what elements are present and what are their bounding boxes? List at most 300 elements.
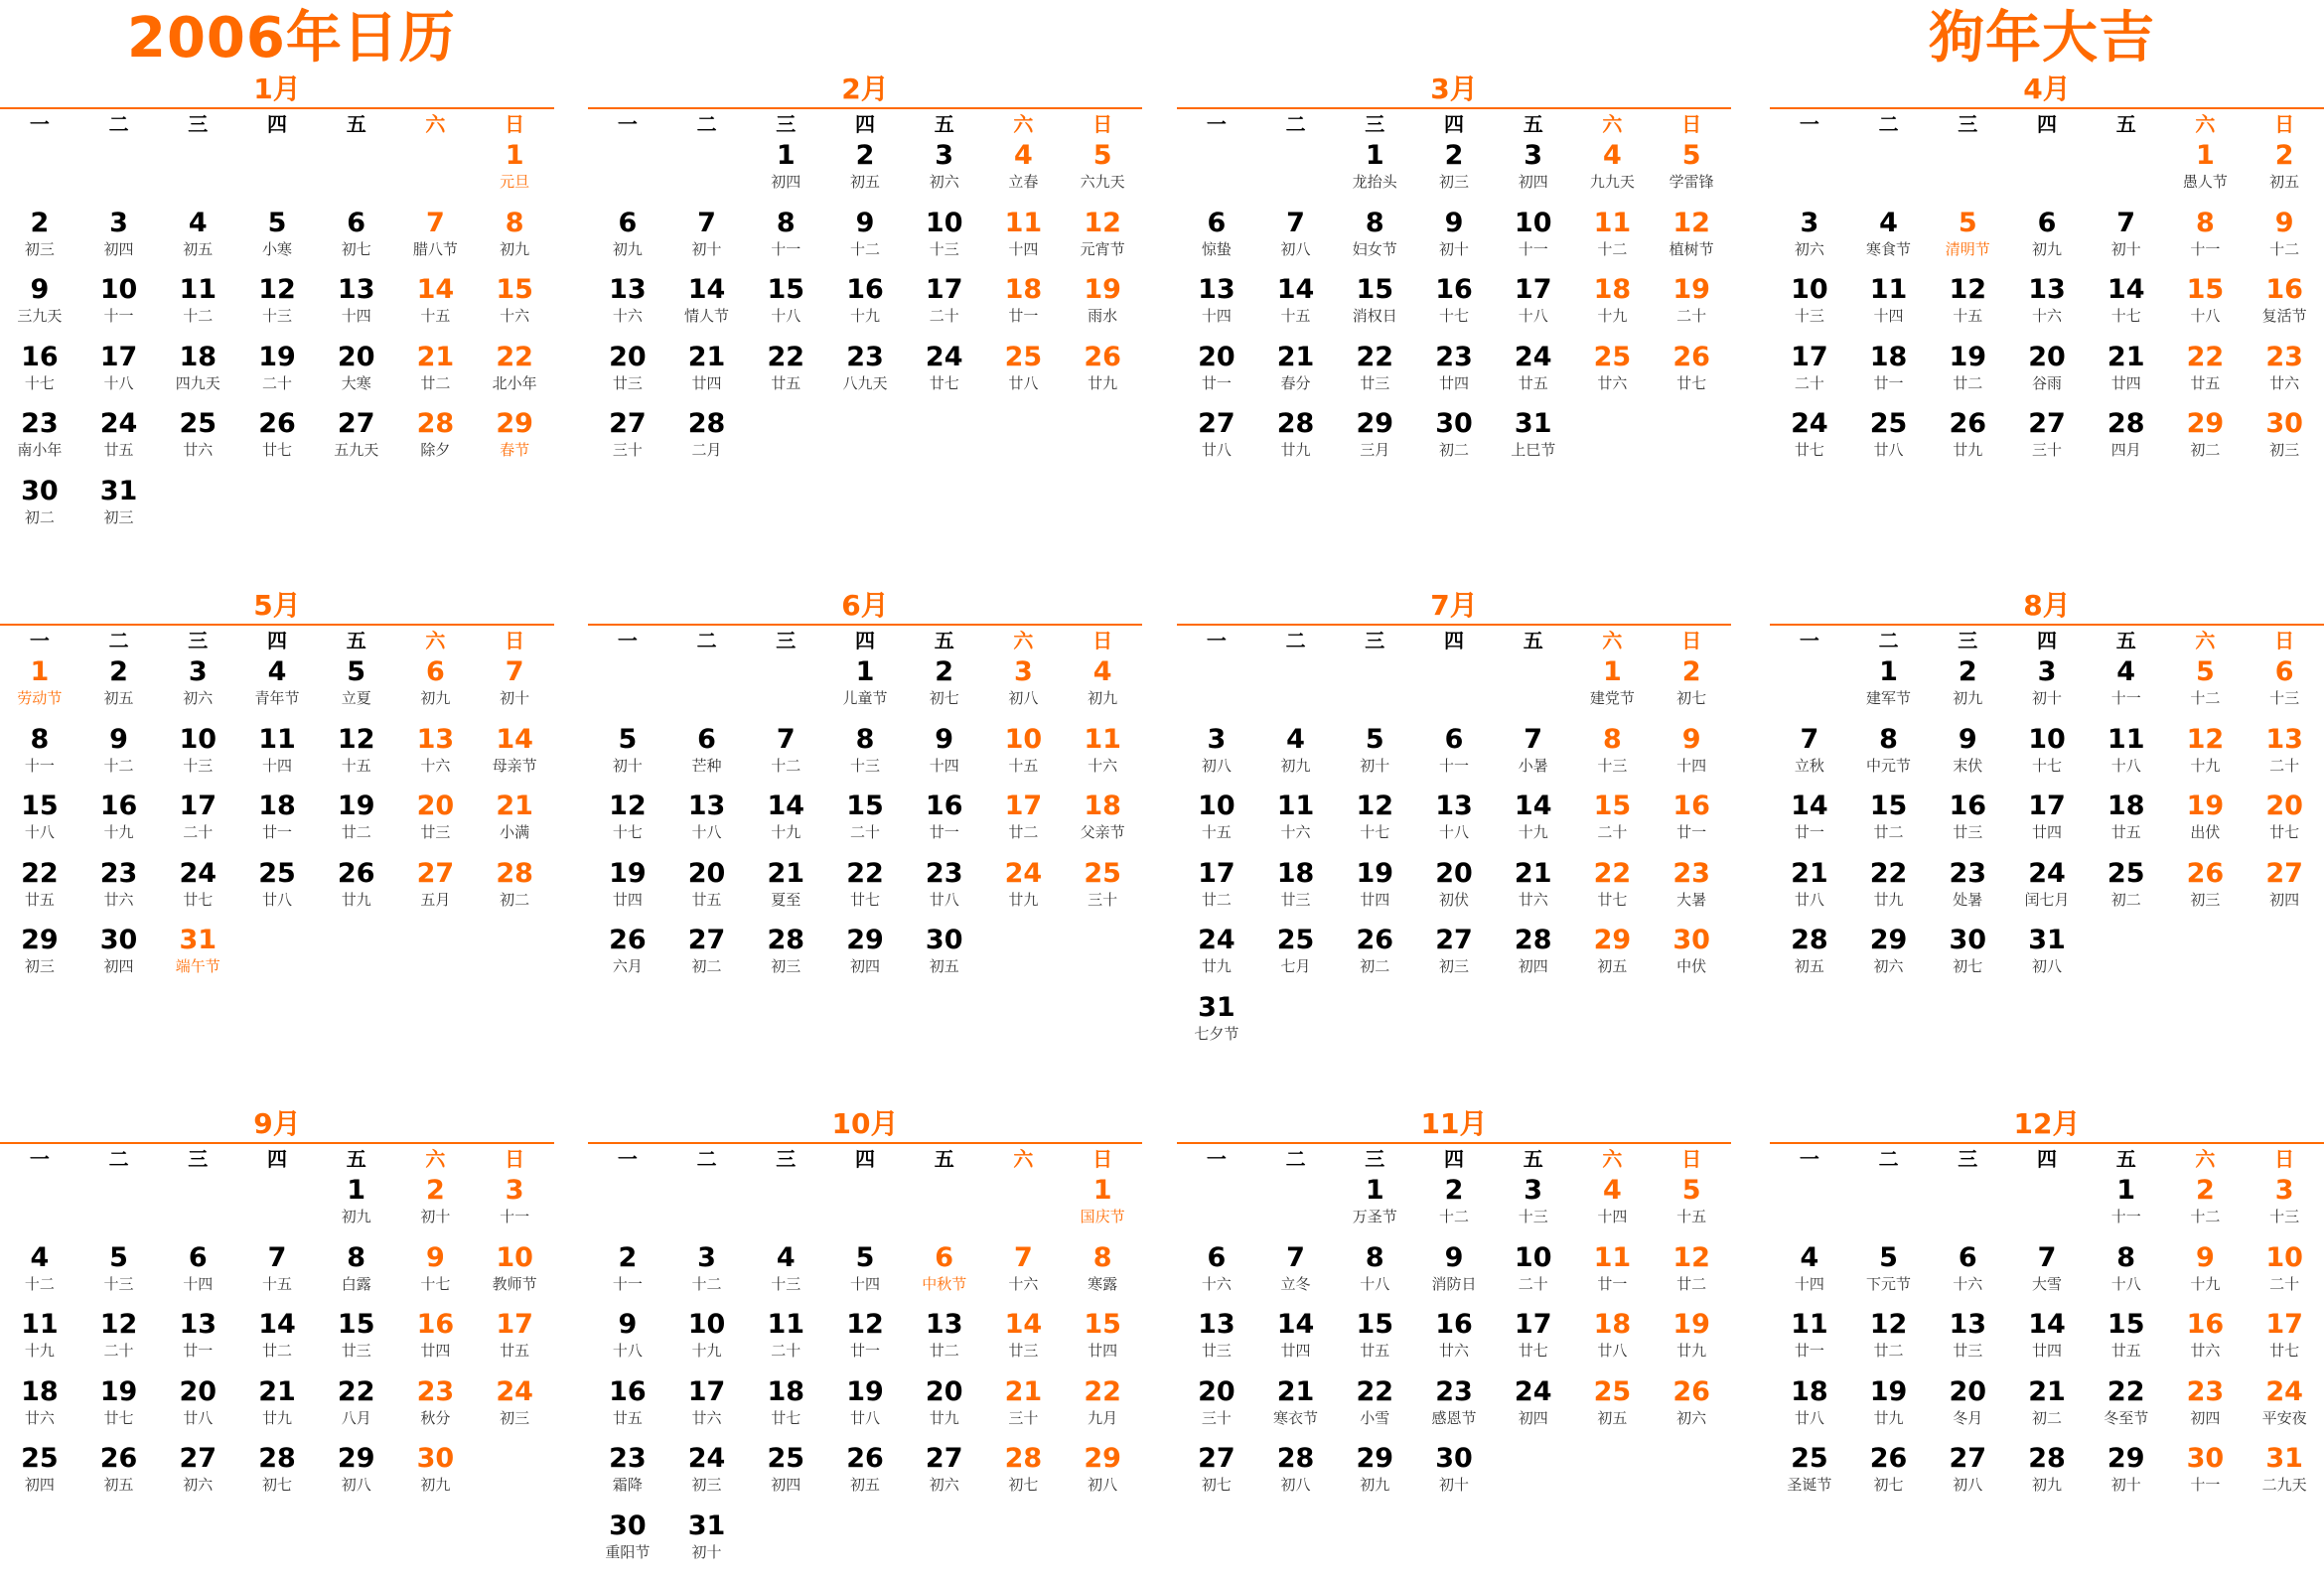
- lunar-date: 初十: [1360, 756, 1390, 775]
- day-number: 23: [2265, 341, 2303, 372]
- lunar-date: 妇女节: [1352, 239, 1397, 258]
- month-name: 5月: [253, 589, 301, 622]
- month-block: [0, 72, 554, 541]
- day-number: 27: [337, 408, 375, 439]
- day-cell: [396, 407, 476, 475]
- day-number: 26: [2186, 857, 2225, 889]
- lunar-date: 廿六: [2269, 373, 2300, 392]
- lunar-date: 廿三: [341, 1342, 371, 1360]
- day-cell: [825, 924, 905, 991]
- day-cell: [158, 857, 237, 925]
- weekday-label: 五: [2115, 112, 2136, 136]
- lunar-date: 十二: [849, 239, 880, 258]
- day-cell: [746, 273, 825, 341]
- day-cell: [1770, 924, 1849, 991]
- day-number: 18: [2106, 790, 2145, 821]
- lunar-date: 初三: [691, 1476, 722, 1494]
- lunar-date: 廿六: [2190, 1342, 2221, 1360]
- day-number: 1: [1603, 656, 1622, 687]
- day-number: 15: [1869, 790, 1908, 821]
- day-cell: [1063, 1241, 1142, 1309]
- lunar-date: 廿六: [1438, 1342, 1469, 1360]
- day-cell: [158, 407, 237, 475]
- day-number: 22: [767, 341, 805, 372]
- day-number: 4: [188, 207, 208, 238]
- day-cell: [1494, 1174, 1573, 1241]
- day-number: 22: [1084, 1375, 1121, 1407]
- day-number: 7: [2037, 1241, 2057, 1273]
- day-cell: [905, 207, 984, 274]
- day-number: 25: [1276, 925, 1315, 955]
- empty-cell: [667, 1174, 747, 1241]
- day-number: 16: [416, 1309, 455, 1340]
- day-cell: [1928, 1375, 2007, 1443]
- day-number: 6: [1207, 207, 1227, 238]
- month-block: [1770, 72, 2324, 475]
- lunar-date: 廿一: [1201, 373, 1232, 392]
- day-cell: [588, 924, 667, 991]
- lunar-date: 十三: [261, 307, 292, 325]
- day-cell: [0, 723, 79, 790]
- day-number: 28: [2106, 408, 2145, 439]
- day-number: 11: [2106, 723, 2145, 755]
- lunar-date: 廿三: [1201, 1342, 1232, 1360]
- day-cell: [905, 655, 984, 723]
- day-cell: [1414, 1375, 1494, 1443]
- weekday-label: 二: [108, 112, 129, 136]
- lunar-date: 处暑: [1953, 890, 1983, 909]
- day-number: 21: [1514, 857, 1552, 889]
- weekday-label: 一: [1206, 1147, 1227, 1171]
- lunar-date: 十四: [1873, 307, 1904, 325]
- day-cell: [746, 1241, 825, 1309]
- day-cell: [237, 1375, 317, 1443]
- day-number: 3: [505, 1175, 524, 1206]
- day-cell: [1177, 1241, 1256, 1309]
- weekday-label: 二: [1285, 1147, 1306, 1171]
- lunar-date: 雨水: [1088, 307, 1118, 325]
- day-number: 29: [337, 1443, 375, 1474]
- day-number: 20: [1949, 1375, 1987, 1407]
- day-cell: [1177, 723, 1256, 790]
- day-number: 22: [1869, 857, 1908, 889]
- lunar-date: 芒种: [691, 756, 722, 775]
- lunar-date: 廿六: [24, 1408, 55, 1427]
- day-cell: [667, 1509, 747, 1577]
- day-number: 9: [1444, 207, 1464, 238]
- weekday-label: 四: [2036, 1147, 2057, 1171]
- day-number: 30: [609, 1509, 647, 1541]
- lunar-date: 学雷锋: [1669, 173, 1714, 191]
- month-name: 9月: [253, 1107, 301, 1140]
- lunar-date: 出伏: [2190, 823, 2221, 841]
- weekday-header: [1177, 109, 1731, 139]
- lunar-date: 十六: [1280, 823, 1311, 841]
- lunar-date: 初五: [2269, 173, 2300, 191]
- day-number: 29: [2186, 408, 2225, 439]
- day-number: 2: [935, 656, 954, 687]
- lunar-date: 初三: [24, 239, 55, 258]
- lunar-date: 廿三: [612, 373, 643, 392]
- day-number: 28: [1276, 1443, 1315, 1474]
- weekday-header: [1177, 1144, 1731, 1174]
- lunar-date: 二十: [1676, 307, 1707, 325]
- day-cell: [1063, 857, 1142, 925]
- day-cell: [1928, 924, 2007, 991]
- day-cell: [1652, 924, 1731, 991]
- month-name: 12月: [2013, 1107, 2081, 1140]
- day-cell: [984, 1308, 1064, 1375]
- lunar-date: 初七: [1953, 957, 1983, 975]
- day-cell: [1770, 1241, 1849, 1309]
- day-cell: [1573, 341, 1653, 408]
- day-number: 3: [1014, 656, 1033, 687]
- day-number: 9: [2196, 1241, 2215, 1273]
- lunar-date: 廿八: [1873, 441, 1904, 459]
- lunar-date: 初二: [691, 957, 722, 975]
- day-number: 10: [179, 723, 218, 755]
- day-cell: [2166, 1375, 2246, 1443]
- day-cell: [2007, 207, 2087, 274]
- day-cell: [1849, 723, 1929, 790]
- day-cell: [1494, 139, 1573, 207]
- day-cell: [588, 1308, 667, 1375]
- lunar-date: 初六: [1873, 957, 1904, 975]
- lunar-date: 廿六: [103, 890, 134, 909]
- day-number: 5: [1681, 1175, 1701, 1206]
- day-number: 16: [925, 790, 963, 821]
- lunar-date: 十四: [183, 1274, 214, 1293]
- empty-cell: [588, 139, 667, 207]
- lunar-date: 初五: [849, 1476, 880, 1494]
- day-number: 10: [99, 274, 138, 305]
- day-cell: [1063, 1375, 1142, 1443]
- lunar-date: 万圣节: [1352, 1208, 1397, 1225]
- lunar-date: 初七: [341, 239, 371, 258]
- day-cell: [79, 1308, 159, 1375]
- day-cell: [317, 790, 396, 857]
- lunar-date: 初三: [103, 507, 134, 526]
- lunar-date: 廿五: [500, 1342, 530, 1360]
- day-cell: [2245, 1442, 2324, 1509]
- day-cell: [1414, 1174, 1494, 1241]
- lunar-date: 元旦: [500, 173, 530, 191]
- day-cell: [1652, 207, 1731, 274]
- empty-cell: [1770, 1174, 1849, 1241]
- lunar-date: 廿二: [1953, 373, 1983, 392]
- day-cell: [1573, 207, 1653, 274]
- day-cell: [1256, 1308, 1336, 1375]
- day-cell: [825, 207, 905, 274]
- lunar-date: 廿二: [1201, 890, 1232, 909]
- lunar-date: 初九: [1088, 689, 1118, 707]
- weekday-label: 一: [1206, 112, 1227, 136]
- lunar-date: 十一: [771, 239, 801, 258]
- day-number: 19: [1356, 857, 1394, 889]
- day-number: 23: [2186, 1375, 2225, 1407]
- day-cell: [237, 1442, 317, 1509]
- empty-cell: [1256, 1174, 1336, 1241]
- day-number: 11: [179, 274, 218, 305]
- day-cell: [1414, 139, 1494, 207]
- lunar-date: 寒衣节: [1273, 1408, 1319, 1427]
- day-cell: [2245, 857, 2324, 925]
- weekday-header: [0, 109, 554, 139]
- day-number: 8: [347, 1241, 366, 1273]
- lunar-date: 廿三: [1953, 823, 1983, 841]
- lunar-date: 立夏: [341, 689, 371, 707]
- day-cell: [1414, 1442, 1494, 1509]
- lunar-date: 八月: [341, 1408, 371, 1427]
- day-cell: [317, 1375, 396, 1443]
- day-cell: [0, 655, 79, 723]
- lunar-date: 九九天: [1589, 173, 1635, 191]
- day-number: 27: [1198, 408, 1235, 439]
- day-cell: [475, 1174, 554, 1241]
- weekday-label: 五: [1523, 112, 1543, 136]
- day-cell: [1177, 857, 1256, 925]
- day-cell: [1256, 407, 1336, 475]
- day-cell: [2087, 655, 2166, 723]
- weekday-label: 三: [1958, 1147, 1978, 1171]
- empty-cell: [0, 1174, 79, 1241]
- lunar-date: 廿九: [929, 1408, 959, 1427]
- day-cell: [317, 273, 396, 341]
- day-number: 26: [1949, 408, 1987, 439]
- weekday-header: [1770, 626, 2324, 655]
- day-number: 26: [1672, 1375, 1710, 1407]
- lunar-date: 儿童节: [842, 689, 888, 707]
- lunar-date: 初二: [2190, 441, 2221, 459]
- lunar-date: 大寒: [341, 373, 371, 392]
- lunar-date: 初十: [691, 239, 722, 258]
- day-number: 27: [416, 857, 455, 889]
- day-number: 20: [179, 1375, 218, 1407]
- day-cell: [825, 655, 905, 723]
- lunar-date: 廿一: [929, 823, 959, 841]
- lunar-date: 初十: [691, 1542, 722, 1561]
- lunar-date: 初八: [341, 1476, 371, 1494]
- day-number: 30: [21, 475, 59, 506]
- lunar-date: 廿一: [1676, 823, 1707, 841]
- day-number: 28: [258, 1443, 296, 1474]
- day-cell: [1494, 207, 1573, 274]
- day-cell: [1652, 139, 1731, 207]
- day-cell: [984, 207, 1064, 274]
- lunar-date: 十七: [1360, 823, 1390, 841]
- lunar-date: 五九天: [334, 441, 379, 459]
- lunar-date: 初八: [1280, 239, 1311, 258]
- day-number: 17: [99, 341, 138, 372]
- day-number: 5: [109, 1241, 128, 1273]
- empty-cell: [1256, 139, 1336, 207]
- day-cell: [905, 273, 984, 341]
- day-cell: [1494, 924, 1573, 991]
- day-number: 14: [1514, 790, 1552, 821]
- lunar-date: 中伏: [1676, 957, 1707, 975]
- lunar-date: 三十: [1008, 1408, 1039, 1427]
- day-cell: [1256, 723, 1336, 790]
- lunar-date: 十九: [103, 823, 134, 841]
- lunar-date: 初五: [929, 957, 959, 975]
- day-number: 23: [846, 341, 884, 372]
- lunar-date: 十六: [1201, 1274, 1232, 1293]
- lunar-date: 廿一: [849, 1342, 880, 1360]
- day-cell: [237, 857, 317, 925]
- weekday-label: 三: [1365, 112, 1385, 136]
- day-grid: [1770, 139, 2324, 475]
- day-number: 3: [2037, 656, 2057, 687]
- lunar-date: 愚人节: [2182, 173, 2228, 191]
- day-cell: [475, 857, 554, 925]
- day-number: 18: [258, 790, 296, 821]
- day-number: 5: [855, 1241, 875, 1273]
- day-cell: [237, 1308, 317, 1375]
- lunar-date: 十二: [103, 756, 134, 775]
- day-number: 13: [687, 790, 726, 821]
- day-cell: [475, 655, 554, 723]
- day-number: 22: [496, 341, 533, 372]
- lunar-date: 霜降: [612, 1476, 643, 1494]
- lunar-date: 闰七月: [2024, 890, 2070, 909]
- day-number: 7: [505, 656, 524, 687]
- lunar-date: 初七: [1201, 1476, 1232, 1494]
- day-cell: [317, 1174, 396, 1241]
- day-cell: [1770, 1308, 1849, 1375]
- empty-cell: [1928, 1174, 2007, 1241]
- day-cell: [667, 207, 747, 274]
- month-block: [588, 1106, 1142, 1576]
- day-cell: [1928, 207, 2007, 274]
- empty-cell: [1849, 1174, 1929, 1241]
- lunar-date: 二十: [1518, 1274, 1548, 1293]
- lunar-date: 初九: [420, 1476, 451, 1494]
- lunar-date: 廿四: [2110, 373, 2141, 392]
- lunar-date: 十六: [612, 307, 643, 325]
- day-cell: [667, 1442, 747, 1509]
- weekday-header: [1770, 1144, 2324, 1174]
- day-cell: [1652, 1241, 1731, 1309]
- day-cell: [2166, 139, 2246, 207]
- day-number: 30: [416, 1443, 455, 1474]
- day-number: 20: [416, 790, 455, 821]
- day-cell: [905, 1442, 984, 1509]
- month-block: [0, 588, 554, 991]
- day-number: 9: [109, 723, 128, 755]
- day-number: 30: [2265, 408, 2303, 439]
- weekday-label: 日: [505, 112, 525, 136]
- day-cell: [588, 1375, 667, 1443]
- lunar-date: 初三: [771, 957, 801, 975]
- lunar-date: 十二: [2190, 689, 2221, 707]
- lunar-date: 十一: [103, 307, 134, 325]
- weekday-label: 日: [2274, 629, 2295, 652]
- lunar-date: 腊八节: [412, 239, 458, 258]
- day-number: 2: [109, 656, 128, 687]
- empty-cell: [667, 655, 747, 723]
- lunar-date: 十三: [1597, 756, 1628, 775]
- day-number: 2: [2274, 140, 2294, 171]
- lunar-date: 廿七: [1676, 373, 1707, 392]
- page-slogan: 狗年大吉: [1929, 6, 2155, 71]
- day-number: 2: [426, 1175, 445, 1206]
- day-number: 13: [337, 274, 375, 305]
- lunar-date: 廿七: [261, 441, 292, 459]
- lunar-date: 十九: [691, 1342, 722, 1360]
- lunar-date: 初九: [500, 239, 530, 258]
- day-number: 1: [1365, 140, 1384, 171]
- day-number: 24: [2028, 857, 2066, 889]
- lunar-date: 廿五: [771, 373, 801, 392]
- day-number: 1: [1365, 1175, 1384, 1206]
- day-cell: [1652, 655, 1731, 723]
- lunar-date: 消防日: [1431, 1274, 1477, 1293]
- lunar-date: 廿六: [1597, 373, 1628, 392]
- lunar-date: 廿三: [1360, 373, 1390, 392]
- lunar-date: 十四: [1676, 756, 1707, 775]
- lunar-date: 初五: [103, 1476, 134, 1494]
- lunar-date: 廿三: [1280, 890, 1311, 909]
- day-cell: [1063, 723, 1142, 790]
- lunar-date: 廿四: [1280, 1342, 1311, 1360]
- day-number: 9: [618, 1309, 638, 1340]
- day-cell: [1573, 1375, 1653, 1443]
- day-grid: [0, 1174, 554, 1509]
- lunar-date: 廿二: [1873, 823, 1904, 841]
- day-number: 19: [1949, 341, 1987, 372]
- lunar-date: 初六: [1676, 1408, 1707, 1427]
- day-number: 10: [925, 207, 963, 238]
- day-cell: [1256, 790, 1336, 857]
- day-number: 19: [337, 790, 375, 821]
- lunar-date: 十二: [771, 756, 801, 775]
- day-number: 9: [2274, 207, 2294, 238]
- weekday-label: 一: [617, 112, 638, 136]
- weekday-label: 二: [696, 1147, 717, 1171]
- day-cell: [2087, 273, 2166, 341]
- weekday-label: 日: [1681, 1147, 1702, 1171]
- day-number: 25: [2106, 857, 2145, 889]
- day-number: 6: [697, 723, 716, 755]
- day-number: 21: [687, 341, 726, 372]
- day-cell: [2245, 1308, 2324, 1375]
- day-number: 6: [1958, 1241, 1977, 1273]
- lunar-date: 春分: [1280, 373, 1311, 392]
- lunar-date: 廿四: [420, 1342, 451, 1360]
- day-cell: [2087, 341, 2166, 408]
- day-cell: [79, 407, 159, 475]
- weekday-label: 五: [2115, 629, 2136, 652]
- day-number: 30: [1435, 1443, 1473, 1474]
- month-block: [588, 588, 1142, 991]
- lunar-date: 南小年: [17, 441, 63, 459]
- lunar-date: 十九: [1518, 823, 1548, 841]
- day-number: 13: [1198, 274, 1235, 305]
- day-number: 17: [2028, 790, 2066, 821]
- day-number: 3: [935, 140, 954, 171]
- day-number: 21: [496, 790, 533, 821]
- day-number: 24: [496, 1375, 533, 1407]
- day-cell: [2166, 1442, 2246, 1509]
- day-cell: [667, 341, 747, 408]
- lunar-date: 十一: [612, 1274, 643, 1293]
- day-cell: [1849, 1442, 1929, 1509]
- day-number: 28: [1004, 1443, 1043, 1474]
- day-number: 7: [697, 207, 716, 238]
- day-cell: [2087, 1442, 2166, 1509]
- day-cell: [158, 723, 237, 790]
- day-number: 13: [609, 274, 647, 305]
